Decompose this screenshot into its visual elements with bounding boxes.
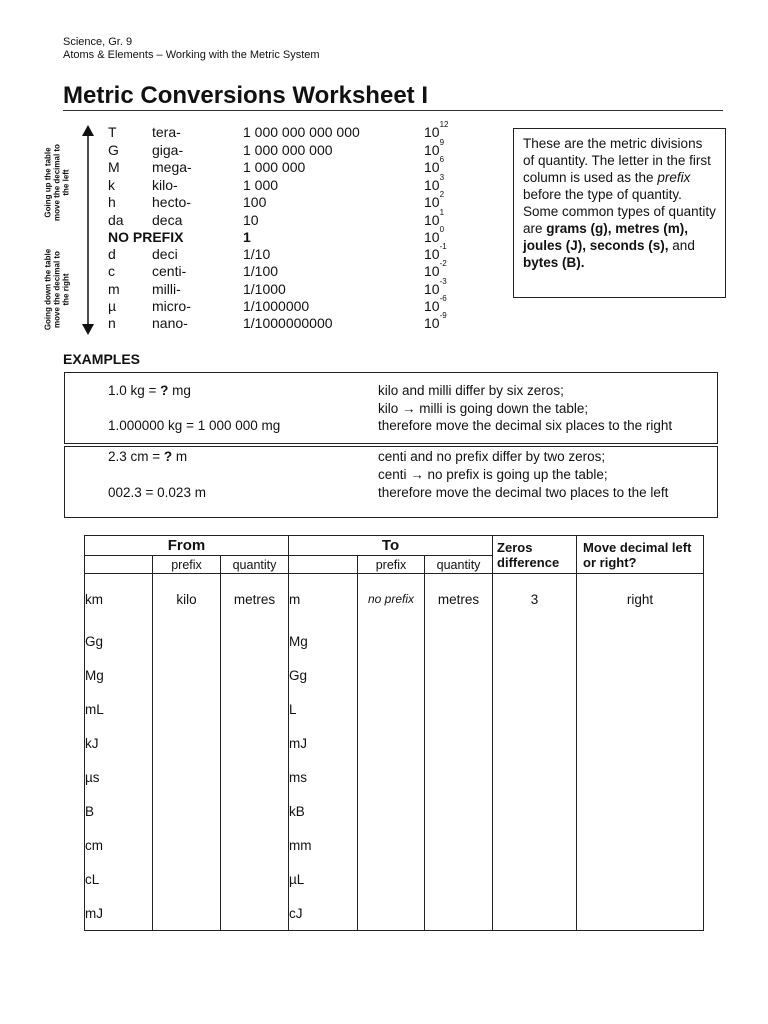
- conversion-move-direction[interactable]: [577, 692, 704, 726]
- conversion-to-prefix[interactable]: no prefix: [358, 574, 425, 625]
- conversion-zeros-difference[interactable]: [493, 692, 577, 726]
- conversion-move-direction[interactable]: [577, 862, 704, 896]
- prefix-name: deci: [152, 246, 178, 262]
- info-text: before the type of quantity. Some common types of quantity are: [523, 187, 716, 236]
- example-explanation: centi → no prefix is going up the table;: [378, 467, 608, 482]
- prefix-value: 1/10: [243, 246, 271, 262]
- from-unit-subheader: [85, 556, 153, 574]
- conversion-from-unit: cm: [85, 828, 153, 862]
- conversion-move-direction[interactable]: [577, 828, 704, 862]
- conversion-to-prefix[interactable]: [358, 794, 425, 828]
- info-quantity-types: grams (g), metres (m), joules (J), seconds (s),: [523, 221, 689, 253]
- table-row: [85, 574, 704, 625]
- conversion-from-prefix[interactable]: [153, 658, 221, 692]
- prefix-symbol: h: [108, 194, 116, 210]
- prefix-value: 1 000 000: [243, 159, 306, 175]
- conversion-zeros-difference[interactable]: [493, 794, 577, 828]
- prefix-name: deca: [152, 212, 183, 228]
- conversion-from-unit: B: [85, 794, 153, 828]
- conversion-to-prefix[interactable]: [358, 726, 425, 760]
- conversion-from-prefix[interactable]: [153, 726, 221, 760]
- prefix-name: kilo-: [152, 177, 178, 193]
- conversion-from-prefix[interactable]: [153, 794, 221, 828]
- conversion-to-unit: cJ: [289, 896, 358, 931]
- table-row: [85, 760, 704, 794]
- conversion-move-direction[interactable]: right: [577, 574, 704, 625]
- conversion-zeros-difference[interactable]: [493, 828, 577, 862]
- conversion-from-quantity[interactable]: [221, 828, 289, 862]
- conversion-to-unit: ms: [289, 760, 358, 794]
- example-answer: 1.000000 kg = 1 000 000 mg: [108, 418, 281, 433]
- prefix-row: [108, 138, 508, 159]
- prefix-symbol: c: [108, 263, 115, 279]
- prefix-name: micro-: [152, 298, 191, 314]
- conversion-zeros-difference[interactable]: [493, 896, 577, 931]
- prefix-power: $10^{-1}$: [424, 242, 447, 262]
- prefix-value: 1/1000000: [243, 298, 310, 314]
- prefix-symbol: n: [108, 315, 116, 331]
- prefix-value: 1 000 000 000: [243, 142, 333, 158]
- conversion-from-unit: Gg: [85, 624, 153, 658]
- prefix-name: centi-: [152, 263, 187, 279]
- prefix-symbol: G: [108, 142, 119, 158]
- conversion-to-prefix[interactable]: [358, 658, 425, 692]
- prefix-row: [108, 173, 508, 194]
- prefix-power: $10^0$: [424, 225, 445, 245]
- prefix-symbol: da: [108, 212, 124, 228]
- prefix-power: $10^9$: [424, 138, 445, 158]
- prefix-symbol: d: [108, 246, 116, 262]
- table-row: [85, 794, 704, 828]
- conversion-from-quantity[interactable]: [221, 862, 289, 896]
- conversion-to-unit: µL: [289, 862, 358, 896]
- prefix-power: $10^{12}$: [424, 120, 449, 140]
- conversion-to-prefix[interactable]: [358, 624, 425, 658]
- conversion-from-quantity[interactable]: [221, 794, 289, 828]
- prefix-value: 100: [243, 194, 267, 210]
- conversion-to-unit: m: [289, 574, 358, 625]
- conversion-zeros-difference[interactable]: [493, 624, 577, 658]
- prefix-power: $10^{-6}$: [424, 294, 447, 314]
- table-row: [85, 692, 704, 726]
- conversion-to-quantity[interactable]: [425, 760, 493, 794]
- conversion-from-prefix[interactable]: [153, 828, 221, 862]
- conversion-move-direction[interactable]: [577, 794, 704, 828]
- conversion-from-quantity[interactable]: [221, 896, 289, 931]
- from-prefix-subheader: prefix: [153, 556, 221, 574]
- info-text: and: [668, 238, 695, 253]
- conversion-move-direction[interactable]: [577, 658, 704, 692]
- conversion-to-prefix[interactable]: [358, 862, 425, 896]
- prefix-name: tera-: [152, 124, 181, 140]
- conversion-from-quantity[interactable]: [221, 726, 289, 760]
- conversion-to-quantity[interactable]: [425, 624, 493, 658]
- to-prefix-subheader: prefix: [358, 556, 425, 574]
- conversion-from-quantity[interactable]: [221, 658, 289, 692]
- conversion-from-quantity[interactable]: [221, 624, 289, 658]
- example-answer: 002.3 = 0.023 m: [108, 485, 206, 500]
- conversion-move-direction[interactable]: [577, 896, 704, 931]
- prefix-row: [108, 294, 508, 315]
- to-header: To: [289, 536, 493, 556]
- info-prefix-word: prefix: [657, 170, 691, 185]
- prefix-value: 1 000: [243, 177, 279, 193]
- prefix-row: [108, 155, 508, 176]
- conversion-from-prefix[interactable]: [153, 692, 221, 726]
- conversion-from-unit: mL: [85, 692, 153, 726]
- prefix-value: 1/1000000000: [243, 315, 333, 331]
- conversion-from-quantity[interactable]: metres: [221, 574, 289, 625]
- page-title: Metric Conversions Worksheet I: [63, 82, 428, 109]
- direction-arrow-icon: [81, 124, 95, 336]
- title-divider: [63, 110, 723, 111]
- prefix-value: 10: [243, 212, 259, 228]
- to-quantity-subheader: quantity: [425, 556, 493, 574]
- conversion-to-unit: Mg: [289, 624, 358, 658]
- example-explanation: therefore move the decimal two places to the left: [378, 485, 669, 500]
- prefix-symbol: NO PREFIX: [108, 229, 184, 245]
- conversion-to-quantity[interactable]: [425, 896, 493, 931]
- prefix-power: $10^6$: [424, 155, 445, 175]
- conversion-table: [84, 535, 704, 931]
- conversion-to-unit: mm: [289, 828, 358, 862]
- conversion-from-prefix[interactable]: [153, 624, 221, 658]
- table-row: [85, 828, 704, 862]
- conversion-zeros-difference[interactable]: 3: [493, 574, 577, 625]
- prefix-power: $10^{-2}$: [424, 259, 447, 279]
- prefix-row: [108, 190, 508, 211]
- table-row: [85, 624, 704, 658]
- conversion-from-quantity[interactable]: [221, 692, 289, 726]
- example-explanation: kilo and milli differ by six zeros;: [378, 383, 564, 398]
- conversion-to-quantity[interactable]: [425, 692, 493, 726]
- prefix-symbol: M: [108, 159, 120, 175]
- conversion-from-unit: cL: [85, 862, 153, 896]
- table-row: [85, 658, 704, 692]
- prefix-row: [108, 242, 508, 263]
- conversion-to-unit: mJ: [289, 726, 358, 760]
- prefix-value: 1/1000: [243, 281, 286, 297]
- conversion-to-unit: L: [289, 692, 358, 726]
- up-direction-label: Going up the table move the decimal to the left: [43, 144, 71, 221]
- info-text: These are the metric divisions of quantity. The letter in the first column is used as the: [523, 136, 711, 185]
- conversion-to-quantity[interactable]: metres: [425, 574, 493, 625]
- conversion-to-prefix[interactable]: [358, 760, 425, 794]
- prefix-name: mega-: [152, 159, 192, 175]
- conversion-from-unit: mJ: [85, 896, 153, 931]
- table-row: [85, 726, 704, 760]
- prefix-symbol: k: [108, 177, 115, 193]
- conversion-from-unit: µs: [85, 760, 153, 794]
- conversion-from-prefix[interactable]: kilo: [153, 574, 221, 625]
- prefix-symbol: m: [108, 281, 120, 297]
- info-bytes: bytes (B).: [523, 255, 585, 270]
- prefix-row-none: [108, 225, 508, 246]
- prefix-name: hecto-: [152, 194, 191, 210]
- prefix-row: [108, 208, 508, 229]
- example-question: 2.3 cm = ? m: [108, 449, 188, 464]
- prefix-value: 1/100: [243, 263, 279, 279]
- to-unit-subheader: [289, 556, 358, 574]
- from-header: From: [85, 536, 289, 556]
- prefix-row: [108, 120, 508, 141]
- conversion-from-unit: km: [85, 574, 153, 625]
- conversion-from-quantity[interactable]: [221, 760, 289, 794]
- conversion-zeros-difference[interactable]: [493, 862, 577, 896]
- prefix-power: $10^{-9}$: [424, 311, 447, 331]
- zeros-difference-header: Zeros difference: [493, 536, 577, 574]
- example-explanation: centi and no prefix differ by two zeros;: [378, 449, 606, 464]
- conversion-move-direction[interactable]: [577, 726, 704, 760]
- conversion-to-unit: kB: [289, 794, 358, 828]
- example-box-1: [64, 372, 718, 444]
- prefix-symbol: T: [108, 124, 117, 140]
- from-quantity-subheader: quantity: [221, 556, 289, 574]
- conversion-to-quantity[interactable]: [425, 794, 493, 828]
- conversion-to-quantity[interactable]: [425, 862, 493, 896]
- prefix-row: [108, 277, 508, 298]
- conversion-rows: [85, 574, 704, 931]
- conversion-to-quantity[interactable]: [425, 828, 493, 862]
- table-row: [85, 862, 704, 896]
- conversion-to-quantity[interactable]: [425, 658, 493, 692]
- conversion-zeros-difference[interactable]: [493, 760, 577, 794]
- prefix-row: [108, 311, 508, 332]
- conversion-zeros-difference[interactable]: [493, 726, 577, 760]
- prefix-power: $10^{-3}$: [424, 277, 447, 297]
- example-explanation: therefore move the decimal six places to the right: [378, 418, 673, 433]
- conversion-to-unit: Gg: [289, 658, 358, 692]
- conversion-from-prefix[interactable]: [153, 760, 221, 794]
- example-question: 1.0 kg = ? mg: [108, 383, 191, 398]
- conversion-from-unit: Mg: [85, 658, 153, 692]
- course-label: Science, Gr. 9: [63, 36, 133, 48]
- prefix-power: $10^3$: [424, 173, 445, 193]
- conversion-from-prefix[interactable]: [153, 896, 221, 931]
- prefix-row: [108, 259, 508, 280]
- conversion-from-unit: kJ: [85, 726, 153, 760]
- conversion-to-prefix[interactable]: [358, 828, 425, 862]
- prefix-power: $10^2$: [424, 190, 445, 210]
- info-box: [513, 128, 726, 298]
- conversion-to-quantity[interactable]: [425, 726, 493, 760]
- prefix-power: $10^1$: [424, 208, 445, 228]
- table-row: [85, 896, 704, 931]
- conversion-to-prefix[interactable]: [358, 896, 425, 931]
- example-explanation: kilo → milli is going down the table;: [378, 401, 589, 416]
- down-direction-label: Going down the table move the decimal to the right: [43, 248, 71, 331]
- unit-label: Atoms & Elements – Working with the Metric System: [63, 49, 320, 61]
- prefix-name: nano-: [152, 315, 188, 331]
- conversion-move-direction[interactable]: [577, 760, 704, 794]
- conversion-zeros-difference[interactable]: [493, 658, 577, 692]
- conversion-to-prefix[interactable]: [358, 692, 425, 726]
- conversion-from-prefix[interactable]: [153, 862, 221, 896]
- conversion-move-direction[interactable]: [577, 624, 704, 658]
- prefix-name: giga-: [152, 142, 184, 158]
- move-decimal-header: Move decimal left or right?: [577, 536, 704, 574]
- prefix-name: milli-: [152, 281, 181, 297]
- prefix-value: 1 000 000 000 000: [243, 124, 360, 140]
- example-box-2: [64, 446, 718, 518]
- prefix-symbol: µ: [108, 298, 117, 314]
- examples-heading: EXAMPLES: [63, 351, 141, 367]
- prefix-value: 1: [243, 229, 251, 245]
